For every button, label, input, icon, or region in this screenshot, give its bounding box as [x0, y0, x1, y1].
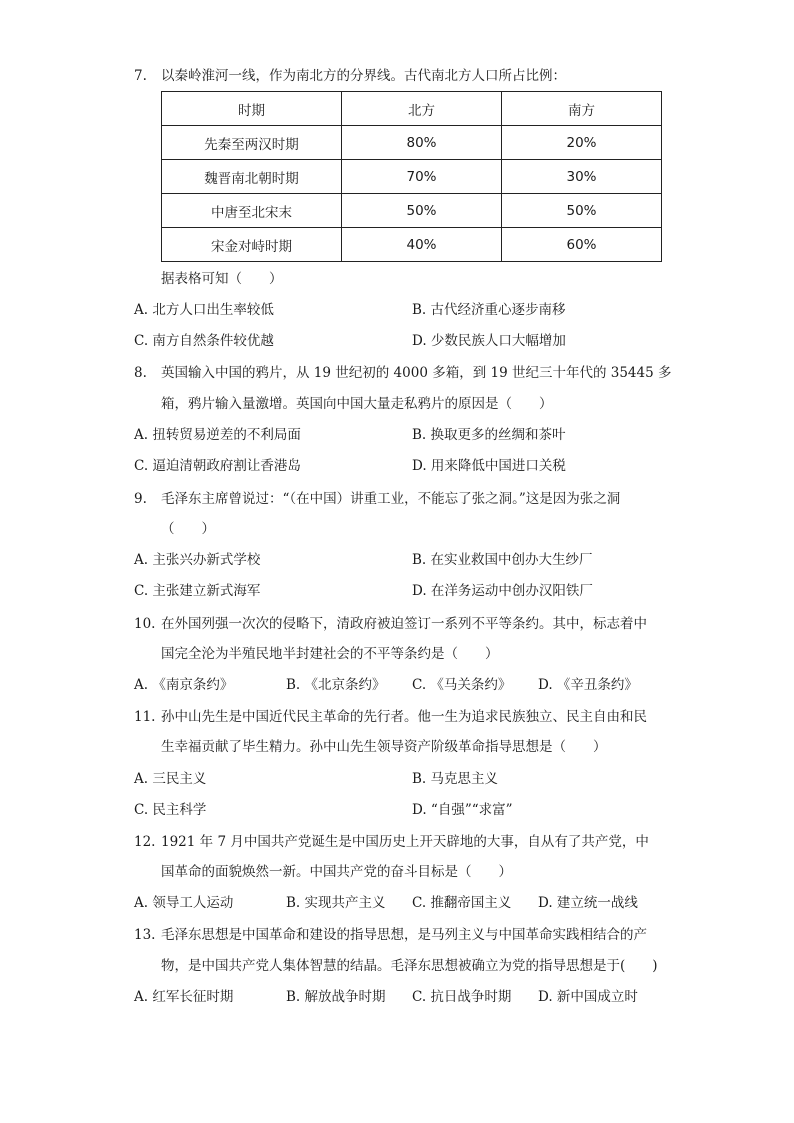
table-cell: 60%	[502, 228, 662, 262]
table-cell: 先秦至两汉时期	[162, 126, 342, 160]
question-number: 7.	[134, 68, 147, 84]
question-stem: 1921 年 7 月中国共产党诞生是中国历史上开天辟地的大事，自从有了共产党，中	[161, 834, 649, 850]
table-cell: 70%	[342, 160, 502, 194]
option-c: C. 《马关条约》	[412, 677, 512, 693]
table-cell: 30%	[502, 160, 662, 194]
option-c: C. 民主科学	[134, 802, 207, 818]
option-a: A. 《南京条约》	[134, 677, 234, 693]
option-a: A. 主张兴办新式学校	[134, 552, 261, 568]
question-stem: 毛泽东思想是中国革命和建设的指导思想，是马列主义与中国革命实践相结合的产	[161, 927, 647, 943]
question-stem: （ ）	[161, 521, 215, 537]
option-d: D. 少数民族人口大幅增加	[412, 333, 566, 349]
question-stem: 箱，鸦片输入量激增。英国向中国大量走私鸦片的原因是（ ）	[161, 396, 553, 412]
question-stem: 以秦岭淮河一线，作为南北方的分界线。古代南北方人口所占比例：	[161, 68, 566, 84]
option-c: C. 抗日战争时期	[412, 989, 512, 1005]
table-cell: 40%	[342, 228, 502, 262]
table-header-cell: 南方	[502, 92, 662, 126]
option-a: A. 红军长征时期	[134, 989, 234, 1005]
table-row	[162, 228, 662, 262]
option-b: B. 马克思主义	[412, 771, 499, 787]
question-stem: 英国输入中国的鸦片，从 19 世纪初的 4000 多箱，到 19 世纪三十年代的 35445 多	[161, 365, 672, 381]
option-b: B. 解放战争时期	[286, 989, 386, 1005]
table-cell: 中唐至北宋末	[162, 194, 342, 228]
question-stem: 国完全沦为半殖民地半封建社会的不平等条约是（ ）	[161, 646, 499, 662]
question-stem: 国革命的面貌焕然一新。中国共产党的奋斗目标是（ ）	[161, 864, 512, 880]
option-a: A. 领导工人运动	[134, 895, 234, 911]
table-header-cell: 北方	[342, 92, 502, 126]
table-cell: 魏晋南北朝时期	[162, 160, 342, 194]
option-d: D. 新中国成立时	[538, 989, 638, 1005]
table-row	[162, 126, 662, 160]
option-d: D. 建立统一战线	[538, 895, 638, 911]
question-prompt: 据表格可知（ ）	[161, 271, 283, 287]
option-b: B. 换取更多的丝绸和茶叶	[412, 427, 566, 443]
option-d: D. 在洋务运动中创办汉阳铁厂	[412, 583, 593, 599]
question-number: 9.	[134, 491, 147, 507]
question-number: 10.	[134, 616, 156, 632]
question-stem: 在外国列强一次次的侵略下，清政府被迫签订一系列不平等条约。其中，标志着中	[161, 616, 647, 632]
option-c: C. 南方自然条件较优越	[134, 333, 274, 349]
table-header-cell: 时期	[162, 92, 342, 126]
question-stem: 毛泽东主席曾说过：“（在中国）讲重工业，不能忘了张之洞。”这是因为张之洞	[161, 491, 621, 507]
option-a: A. 扭转贸易逆差的不利局面	[134, 427, 301, 443]
question-stem: 生幸福贡献了毕生精力。孙中山先生领导资产阶级革命指导思想是（ ）	[161, 739, 607, 755]
option-d: D. 用来降低中国进口关税	[412, 458, 566, 474]
question-number: 12.	[134, 834, 156, 850]
option-a: A. 北方人口出生率较低	[134, 302, 274, 318]
option-c: C. 逼迫清朝政府割让香港岛	[134, 458, 301, 474]
option-b: B. 《北京条约》	[286, 677, 386, 693]
option-c: C. 主张建立新式海军	[134, 583, 261, 599]
question-stem: 物，是中国共产党人集体智慧的结晶。毛泽东思想被确立为党的指导思想是于( )	[161, 958, 658, 974]
option-b: B. 古代经济重心逐步南移	[412, 302, 566, 318]
question-number: 8.	[134, 365, 147, 381]
table-cell: 50%	[342, 194, 502, 228]
option-d: D. 《辛丑条约》	[538, 677, 638, 693]
question-number: 13.	[134, 927, 156, 943]
table-cell: 20%	[502, 126, 662, 160]
population-table	[161, 91, 662, 262]
table-cell: 宋金对峙时期	[162, 228, 342, 262]
option-a: A. 三民主义	[134, 771, 207, 787]
option-b: B. 在实业救国中创办大生纱厂	[412, 552, 593, 568]
option-b: B. 实现共产主义	[286, 895, 386, 911]
question-stem: 孙中山先生是中国近代民主革命的先行者。他一生为追求民族独立、民主自由和民	[161, 709, 647, 725]
question-number: 11.	[134, 709, 156, 725]
table-row	[162, 160, 662, 194]
option-d: D. “自强”“求富”	[412, 802, 513, 818]
table-cell: 50%	[502, 194, 662, 228]
table-header-row	[162, 92, 662, 126]
table-row	[162, 194, 662, 228]
table-cell: 80%	[342, 126, 502, 160]
option-c: C. 推翻帝国主义	[412, 895, 512, 911]
